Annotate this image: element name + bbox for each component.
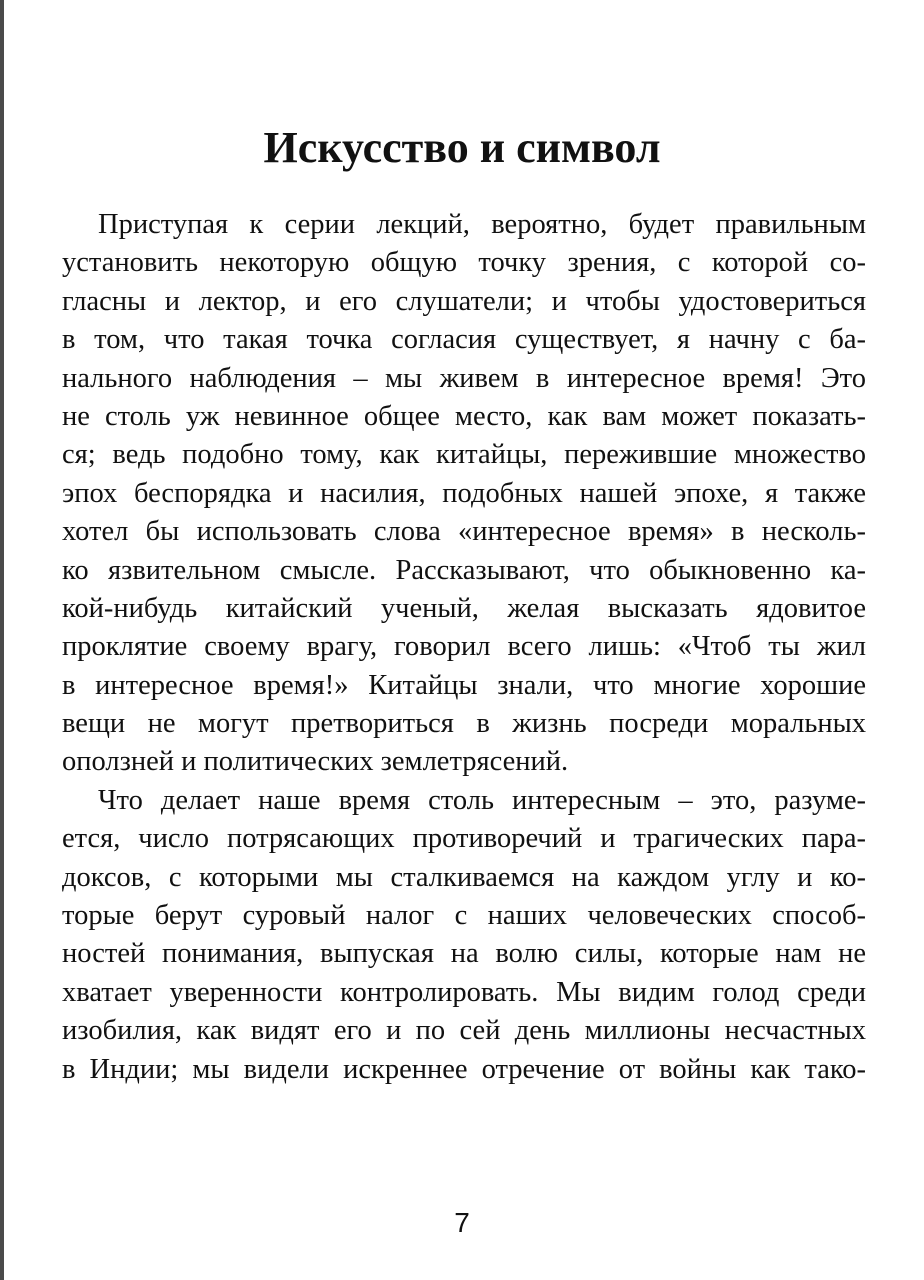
body-text — [62, 206, 866, 1089]
text-line: установить некоторую общую точку зрения, с которой со- — [62, 247, 866, 279]
text-line: хотел бы использовать слова «интересное время» в несколь- — [62, 516, 866, 548]
text-line: кой-нибудь китайский ученый, желая высказать ядовитое — [62, 592, 866, 624]
text-line: вещи не могут претвориться в жизнь посреди моральных — [62, 708, 866, 740]
text-line: в том, что такая точка согласия существует, я начну с ба- — [62, 324, 866, 356]
text-line: Что делает наше время столь интересным – это, разуме- — [98, 784, 866, 816]
text-line: не столь уж невинное общее место, как вам может показать- — [62, 400, 866, 432]
text-line: оползней и политических землетрясений. — [62, 746, 569, 778]
text-line: хватает уверенности контролировать. Мы видим голод среди — [62, 976, 866, 1008]
text-line: нального наблюдения – мы живем в интересное время! Это — [62, 362, 866, 394]
text-line: изобилия, как видят его и по сей день миллионы несчастных — [62, 1015, 866, 1047]
paragraph — [62, 206, 866, 782]
paragraph — [62, 782, 866, 1089]
text-line: ко язвительном смысле. Рассказывают, что обыкновенно ка- — [62, 554, 866, 586]
text-line: в Индии; мы видели искреннее отречение от войны как тако- — [62, 1053, 866, 1085]
page-edge-rule — [0, 0, 4, 1280]
text-line: ется, число потрясающих противоречий и трагических пара- — [62, 823, 866, 855]
text-line: ностей понимания, выпуская на волю силы, которые нам не — [62, 938, 866, 970]
text-line: Приступая к серии лекций, вероятно, будет правильным — [98, 209, 866, 240]
text-line: торые берут суровый налог с наших человеческих способ- — [62, 900, 866, 932]
chapter-title: Искусство и символ — [263, 123, 661, 172]
text-line: гласны и лектор, и его слушатели; и чтобы удостовериться — [62, 285, 866, 317]
page-number: 7 — [454, 1207, 470, 1238]
text-line: доксов, с которыми мы сталкиваемся на каждом углу и ко- — [62, 861, 866, 893]
text-line: проклятие своему врагу, говорил всего лишь: «Чтоб ты жил — [62, 631, 866, 663]
text-line: ся; ведь подобно тому, как китайцы, пережившие множество — [62, 439, 866, 471]
text-line: эпох беспорядка и насилия, подобных нашей эпохе, я также — [62, 477, 866, 509]
text-line: в интересное время!» Китайцы знали, что многие хорошие — [62, 669, 866, 701]
